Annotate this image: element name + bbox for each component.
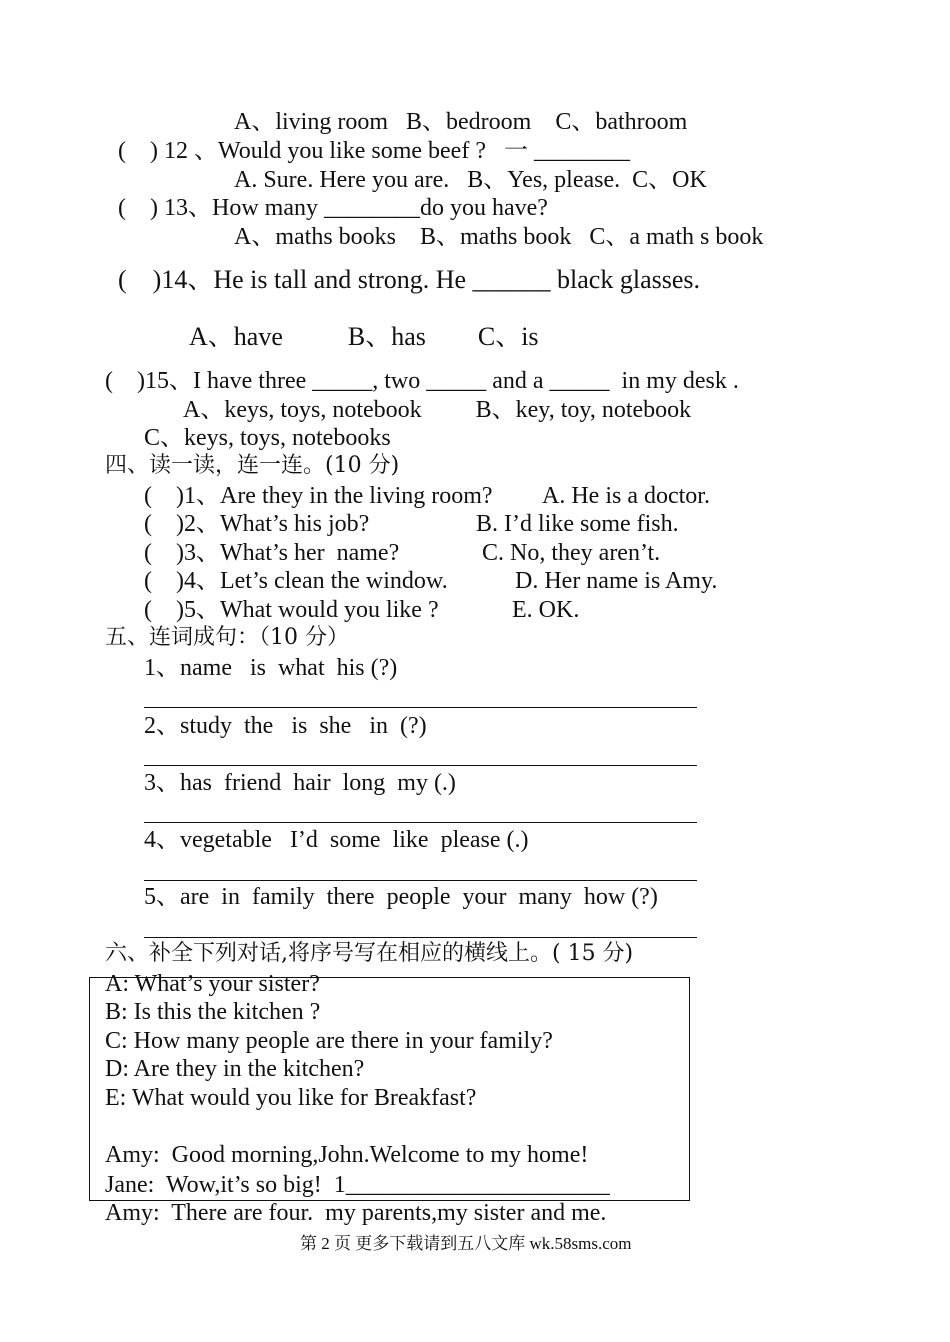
q12-options: A. Sure. Here you are. B、Yes, please. C、OK bbox=[234, 167, 707, 193]
dialogue-line: Amy: There are four. my parents,my sister and me. bbox=[105, 1200, 607, 1226]
match-answer: A. He is a doctor. bbox=[542, 483, 710, 509]
dialogue-option: E: What would you like for Breakfast? bbox=[105, 1085, 477, 1111]
part5-heading: 五、连词成句：（10 分） bbox=[105, 625, 349, 650]
answer-line[interactable] bbox=[144, 937, 697, 938]
dialogue-option: B: Is this the kitchen ? bbox=[105, 999, 321, 1025]
dialogue-option: C: How many people are there in your family? bbox=[105, 1028, 553, 1054]
q15-question: ( )15、I have three _____, two _____ and a _____ in my desk . bbox=[105, 368, 739, 394]
q11-options: A、living room B、bedroom C、bathroom bbox=[234, 109, 688, 135]
answer-line[interactable] bbox=[144, 707, 697, 708]
match-question: ( )1、Are they in the living room? bbox=[144, 483, 493, 509]
match-question: ( )5、What would you like ? bbox=[144, 597, 439, 623]
scramble-item: 4、vegetable I’d some like please (.) bbox=[144, 827, 529, 853]
q13-question: ( ) 13、How many ________do you have? bbox=[118, 195, 548, 221]
dialogue-line: Jane: Wow,it’s so big! 1______________________ bbox=[105, 1172, 610, 1198]
part6-heading: 六、补全下列对话,将序号写在相应的横线上。( 15 分) bbox=[105, 941, 634, 966]
scramble-item: 5、are in family there people your many how (?) bbox=[144, 884, 658, 910]
dialogue-option: D: Are they in the kitchen? bbox=[105, 1056, 365, 1082]
scramble-item: 1、name is what his (?) bbox=[144, 655, 398, 681]
match-question: ( )3、What’s her name? bbox=[144, 540, 400, 566]
q12-question: ( ) 12 、Would you like some beef ? 一 ________ bbox=[118, 138, 630, 164]
dialogue-line: Amy: Good morning,John.Welcome to my home! bbox=[105, 1142, 589, 1168]
match-question: ( )2、What’s his job? bbox=[144, 511, 370, 537]
q14-question: ( )14、He is tall and strong. He ______ black glasses. bbox=[118, 265, 701, 294]
q15-options-ab: A、keys, toys, notebook B、key, toy, notebook bbox=[183, 397, 692, 423]
page-footer: 第 2 页 更多下载请到五八文库 wk.58sms.com bbox=[300, 1234, 632, 1253]
match-question: ( )4、Let’s clean the window. bbox=[144, 568, 448, 594]
dialogue-option: A: What’s your sister? bbox=[105, 971, 320, 997]
match-answer: E. OK. bbox=[512, 597, 580, 623]
scramble-item: 3、has friend hair long my (.) bbox=[144, 770, 456, 796]
answer-line[interactable] bbox=[144, 765, 697, 766]
q14-options: A、have B、has C、is bbox=[189, 322, 539, 351]
q15-option-c: C、keys, toys, notebooks bbox=[144, 425, 391, 451]
q13-options: A、maths books B、maths book C、a math s book bbox=[234, 224, 764, 250]
match-answer: C. No, they aren’t. bbox=[482, 540, 661, 566]
match-answer: D. Her name is Amy. bbox=[515, 568, 718, 594]
answer-line[interactable] bbox=[144, 822, 697, 823]
match-answer: B. I’d like some fish. bbox=[476, 511, 679, 537]
scramble-item: 2、study the is she in (?) bbox=[144, 713, 427, 739]
answer-line[interactable] bbox=[144, 880, 697, 881]
part4-heading: 四、读一读，连一连。(10 分) bbox=[105, 453, 400, 478]
